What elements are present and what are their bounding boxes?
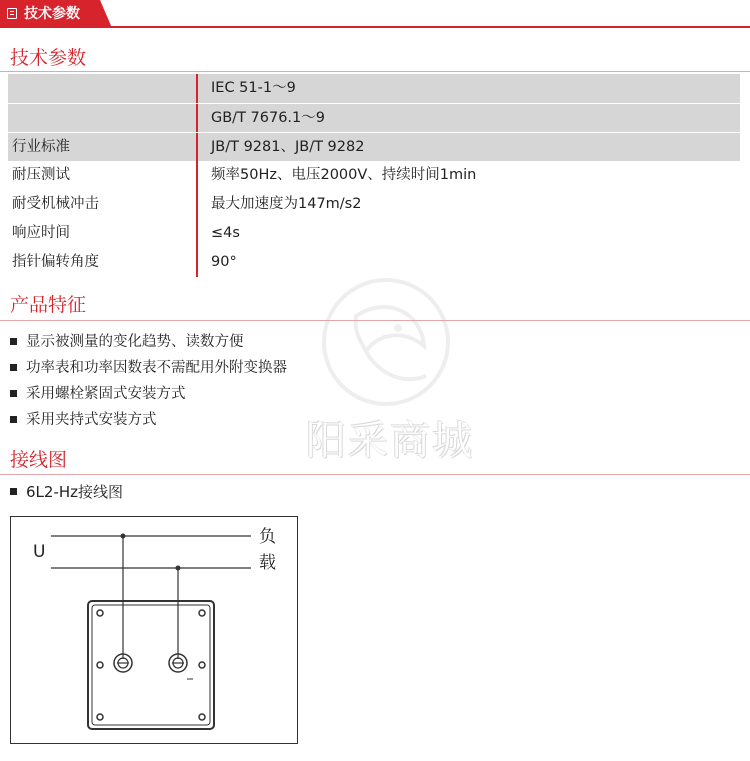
spec-row [8, 74, 740, 103]
spec-divider [196, 133, 198, 161]
spec-row [8, 248, 740, 277]
spec-row [8, 161, 740, 190]
features-section-rule [0, 320, 750, 321]
voltage-label: U [33, 542, 46, 562]
spec-divider [196, 104, 198, 132]
spec-divider [196, 161, 198, 190]
spec-value: ≤4s [211, 225, 240, 241]
header-rule [0, 26, 750, 28]
spec-label: 行业标准 [12, 139, 70, 155]
spec-value: 最大加速度为147m/s2 [211, 196, 362, 212]
feature-text: 功率表和功率因数表不需配用外附变换器 [26, 360, 287, 376]
feature-text: 采用螺栓紧固式安装方式 [26, 386, 186, 402]
spec-label: 耐压测试 [12, 167, 70, 183]
spec-label: 指针偏转角度 [12, 254, 99, 270]
bullet-square-icon [10, 416, 17, 423]
wiring-section-title: 接线图 [10, 449, 68, 471]
list-item [10, 384, 287, 410]
list-item [10, 358, 287, 384]
specs-section-title: 技术参数 [10, 47, 87, 69]
wiring-diagram [10, 516, 298, 744]
spec-label: 耐受机械冲击 [12, 196, 99, 212]
bullet-square-icon [10, 488, 17, 495]
bullet-square-icon [10, 338, 17, 345]
header-tab-title: 技术参数 [24, 6, 80, 22]
wiring-diagram-drawing [11, 517, 299, 745]
list-item [10, 410, 287, 436]
load-label-bottom: 载 [259, 553, 276, 573]
spec-divider [196, 74, 198, 103]
spec-value: 90° [211, 254, 237, 270]
spec-row [8, 190, 740, 219]
spec-value: JB/T 9281、JB/T 9282 [211, 139, 365, 155]
spec-label: 响应时间 [12, 225, 70, 241]
wiring-item-text: 6L2-Hz接线图 [26, 483, 124, 501]
load-label-top: 负 [259, 527, 276, 547]
feature-text: 显示被测量的变化趋势、读数方便 [26, 334, 244, 350]
bullet-square-icon [10, 364, 17, 371]
spec-divider [196, 248, 198, 277]
document-icon [7, 8, 17, 19]
bullet-square-icon [10, 390, 17, 397]
watermark-text: 阳采商城 [306, 418, 474, 464]
spec-row [8, 219, 740, 248]
wiring-section-rule [0, 474, 750, 475]
spec-value: GB/T 7676.1～9 [211, 110, 325, 126]
list-item [10, 332, 287, 358]
spec-table [8, 74, 740, 277]
feature-text: 采用夹持式安装方式 [26, 412, 157, 428]
spec-row [8, 103, 740, 132]
spec-value: IEC 51-1～9 [211, 80, 296, 96]
specs-section-rule [0, 71, 750, 72]
features-section-title: 产品特征 [10, 294, 87, 316]
wiring-diagram-label [10, 482, 123, 502]
spec-divider [196, 219, 198, 248]
spec-value: 频率50Hz、电压2000V、持续时间1min [211, 167, 477, 183]
spec-row [8, 132, 740, 161]
features-list [10, 332, 287, 436]
spec-divider [196, 190, 198, 219]
